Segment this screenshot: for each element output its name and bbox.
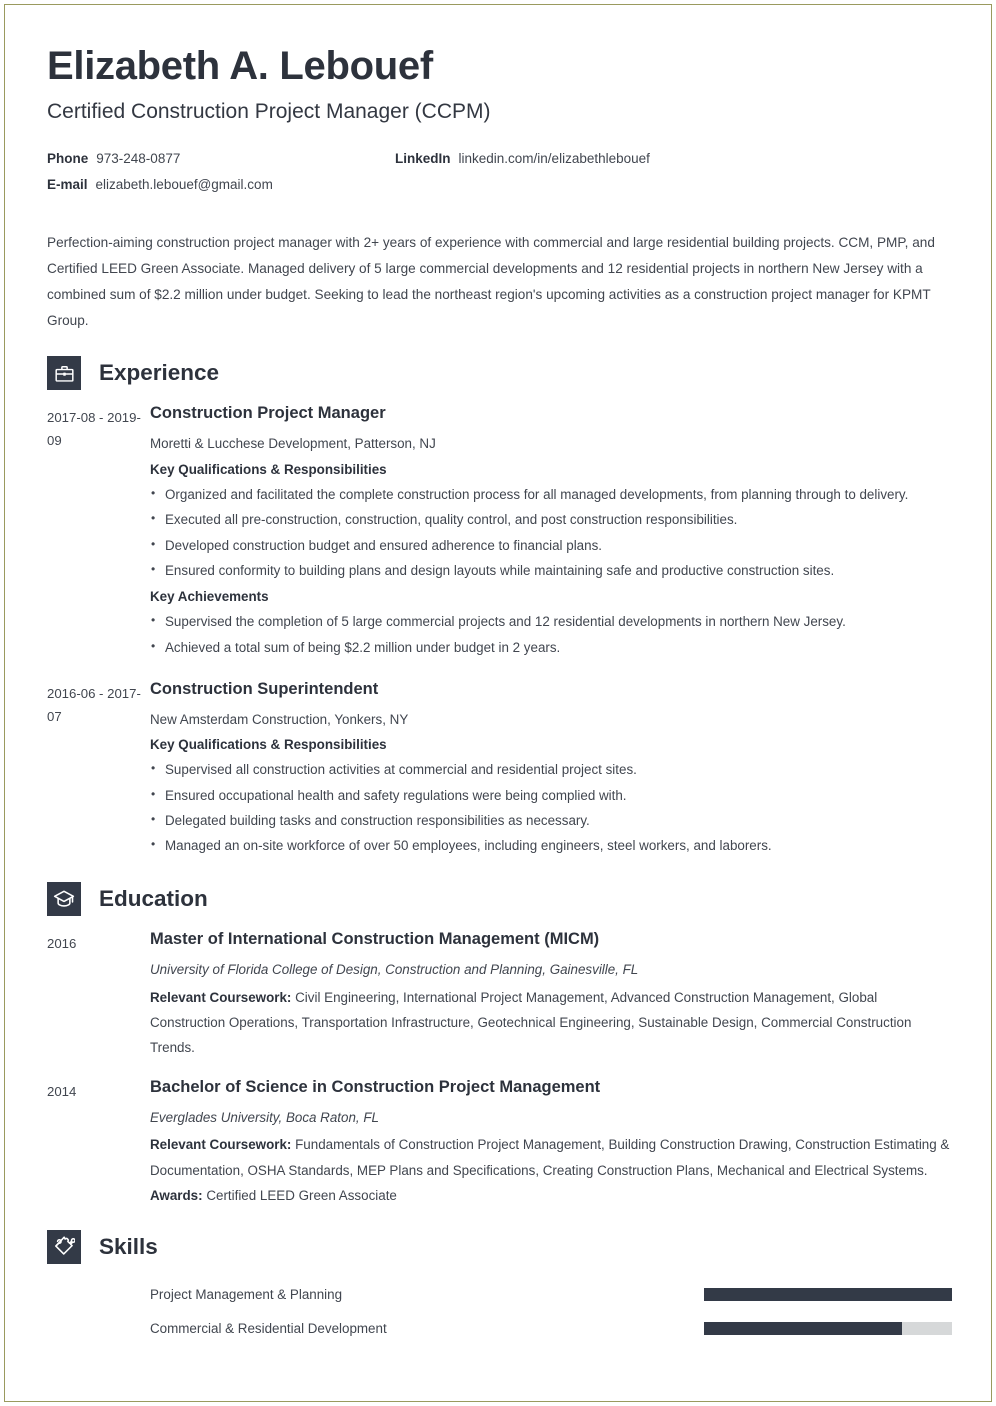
entry-title: Construction Project Manager [150,404,386,423]
entry-detail-label: Awards: [150,1187,203,1203]
entry-detail [150,1183,952,1208]
entry-date: 2016 [47,936,77,952]
entry-organization: Moretti & Lucchese Development, Patterson, NJ [150,436,436,452]
skills-list [47,1278,952,1346]
entry-group-heading: Key Qualifications & Responsibilities [150,461,387,477]
entry-date: 2016-06 - 2017-07 [47,685,141,724]
skill-level-fill [704,1322,902,1335]
experience-entry [47,404,952,661]
entry-detail [150,985,952,1061]
list-item: • Developed construction budget and ensured adherence to financial plans. [150,533,952,558]
entry-date: 2014 [47,1084,77,1100]
resume-header [47,46,952,192]
contact-row [47,177,952,192]
entry-body [150,1078,952,1208]
entry-detail-value: Certified LEED Green Associate [206,1187,397,1203]
candidate-name: Elizabeth A. Lebouef [47,44,433,88]
contact-block [47,151,952,192]
skill-row [47,1312,952,1346]
list-item: • Supervised the completion of 5 large commercial projects and 12 residential developments in northern New Jersey. [150,609,952,634]
entry-detail [150,1132,952,1182]
contact-value[interactable]: 973-248-0877 [96,151,181,167]
education-section [47,882,952,1208]
section-title: Education [99,886,208,912]
section-title: Skills [99,1233,158,1259]
list-item: • Achieved a total sum of being $2.2 million under budget in 2 years. [150,635,952,660]
list-item: • Supervised all construction activities at commercial and residential project sites. [150,757,952,782]
entry-title: Master of International Construction Management (MICM) [150,930,600,949]
contact-row [47,151,952,166]
list-item: • Managed an on-site workforce of over 50 employees, including engineers, steel workers, and laborers. [150,833,952,858]
entry-date: 2017-08 - 2019-09 [47,410,141,449]
contact-label: E-mail [47,177,88,193]
skill-level-fill [704,1288,952,1301]
entry-bullet-list [150,482,952,583]
skill-name: Commercial & Residential Development [150,1321,387,1337]
list-item: • Organized and facilitated the complete construction process for all managed developments, from planning through to delivery. [150,482,952,507]
resume-sheet [6,6,990,1400]
entry-group-heading: Key Qualifications & Responsibilities [150,737,387,753]
skill-name: Project Management & Planning [150,1287,343,1303]
entry-detail-value: Fundamentals of Construction Project Management, Building Construction Drawing, Construction Estimating & Documentation, OSHA Standards, MEP Plans and Specifications, Creating Construction Plans, Mechanical and Electrical Systems. [150,1137,950,1178]
graduation-cap-icon [47,882,81,916]
experience-entry [47,680,952,860]
skill-level-bar [704,1288,952,1301]
experience-section [47,356,952,860]
contact-phone [47,151,395,166]
list-item: • Ensured conformity to building plans and design layouts while maintaining safe and productive construction sites. [150,558,952,583]
section-header-education [47,882,952,916]
entry-bullet-list [150,609,952,659]
entry-organization: Everglades University, Boca Raton, FL [150,1109,379,1125]
list-item: • Ensured occupational health and safety regulations were being complied with. [150,783,952,808]
entry-title: Bachelor of Science in Construction Project Management [150,1078,601,1097]
contact-value[interactable]: elizabeth.lebouef@gmail.com [95,177,273,193]
section-header-skills [47,1230,952,1264]
entry-detail-value: Civil Engineering, International Project Management, Advanced Construction Management, Global Construction Operations, Transportation Infrastructure, Geotechnical Engineering, Sustainable Design, Commercial Construction Trends. [150,989,912,1055]
list-item: • Delegated building tasks and construction responsibilities as necessary. [150,808,952,833]
education-entry [47,1078,952,1208]
entry-title: Construction Superintendent [150,679,379,698]
entry-body [150,404,952,661]
contact-value[interactable]: linkedin.com/in/elizabethlebouef [458,151,650,167]
section-header-experience [47,356,952,390]
entry-organization: University of Florida College of Design, Construction and Planning, Gainesville, FL [150,962,639,978]
briefcase-icon [47,356,81,390]
skills-section [47,1230,952,1346]
entry-bullet-list [150,757,952,858]
skill-level-bar [704,1322,952,1335]
contact-label: LinkedIn [395,151,451,167]
entry-detail-label: Relevant Coursework: [150,1137,292,1153]
contact-linkedin [395,151,650,166]
list-item: • Executed all pre-construction, construction, quality control, and post construction responsibilities. [150,507,952,532]
section-title: Experience [99,360,220,386]
entry-organization: New Amsterdam Construction, Yonkers, NY [150,711,409,727]
contact-label: Phone [47,151,89,167]
puzzle-piece-icon [47,1230,81,1264]
entry-body [150,930,952,1060]
entry-detail-label: Relevant Coursework: [150,989,292,1005]
entry-body [150,680,952,860]
contact-email [47,177,395,192]
professional-summary: Perfection-aiming construction project manager with 2+ years of experience with commercial and large residential building projects. CCM, PMP, and Certified LEED Green Associate. Managed delivery of 5 large commercial developments and 12 residential projects in northern New Jersey with a combined sum of $2.2 million under budget. Seeking to lead the northeast region's upcoming activities as a construction project manager for KPMT Group. [47,235,935,329]
candidate-job-title: Certified Construction Project Manager (CCPM) [47,100,491,123]
education-entry [47,930,952,1060]
skill-row [47,1278,952,1312]
entry-group-heading: Key Achievements [150,588,269,604]
